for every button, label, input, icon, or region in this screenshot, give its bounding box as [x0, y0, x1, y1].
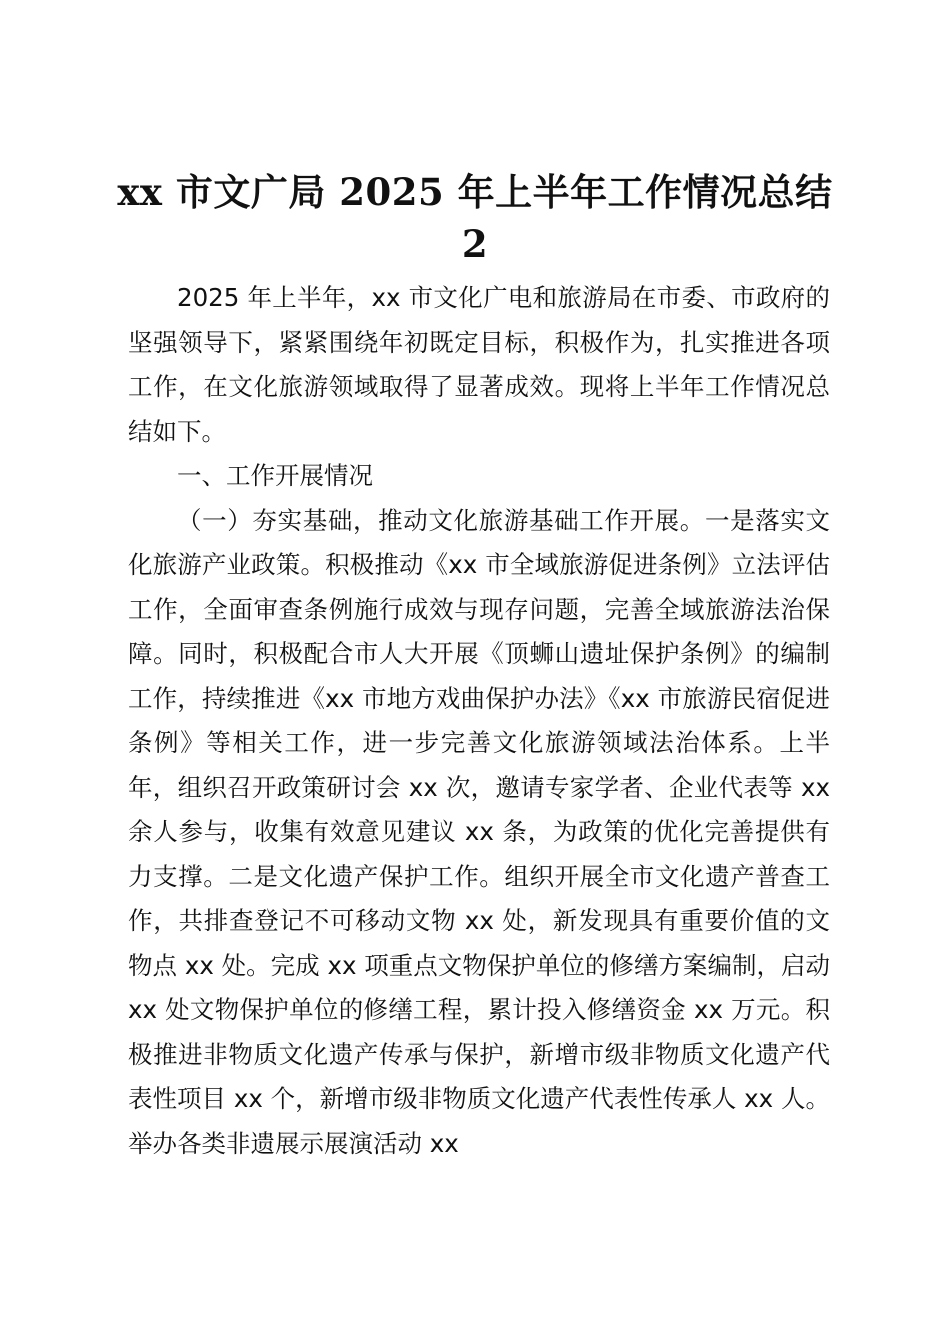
intro-paragraph: 2025 年上半年，xx 市文化广电和旅游局在市委、市政府的坚强领导下，紧紧围绕年初既定目标，积极作为，扎实推进各项工作，在文化旅游领域取得了显著成效。现将上半年工作情况总结如下。 — [128, 283, 830, 446]
body-paragraph: （一）夯实基础，推动文化旅游基础工作开展。一是落实文化旅游产业政策。积极推动《xx 市全域旅游促进条例》立法评估工作，全面审查条例施行成效与现存问题，完善全域旅游法治保障。同时，积极配合市人大开展《顶蛳山遗址保护条例》的编制工作，持续推进《xx 市地方戏曲保护办法》《xx 市旅游民宿促进条例》等相关工作，进一步完善文化旅游领域法治体系。上半年，组织召开政策研讨会 xx 次，邀请专家学者、企业代表等 xx 余人参与，收集有效意见建议 xx 条，为政策的优化完善提供有力支撑。二是文化遗产保护工作。组织开展全市文化遗产普查工作，共排查登记不可移动文物 xx 处，新发现具有重要价值的文物点 xx 处。完成 xx 项重点文物保护单位的修缮方案编制，启动 xx 处文物保护单位的修缮工程，累计投入修缮资金 xx 万元。积极推进非物质文化遗产传承与保护，新增市级非物质文化遗产代表性项目 xx 个，新增市级非物质文化遗产代表性传承人 xx 人。举办各类非遗展示展演活动 xx — [128, 505, 830, 1158]
section-heading: 一、工作开展情况 — [177, 461, 373, 490]
document-body — [128, 276, 830, 1166]
document-title: xx 市文广局 2025 年上半年工作情况总结 2 — [117, 170, 833, 266]
